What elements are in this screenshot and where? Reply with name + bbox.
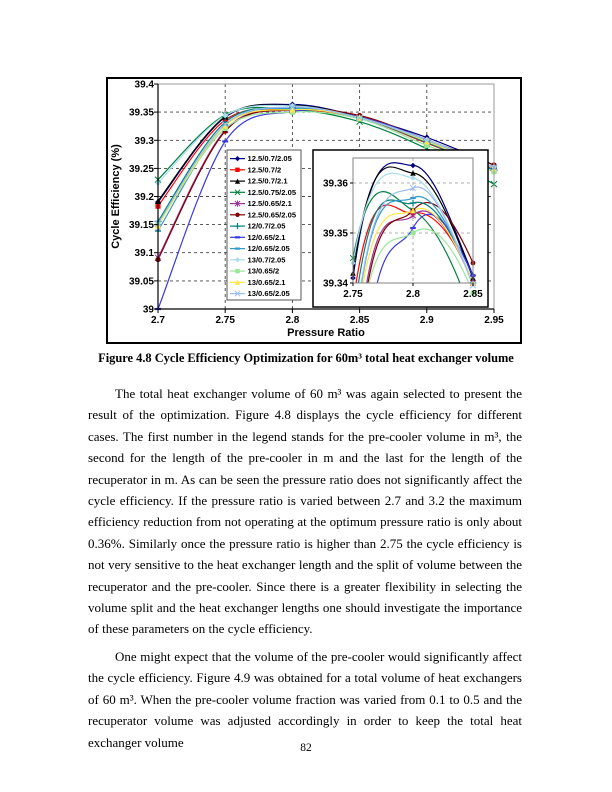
inset-y-tick-label: 39.34 — [322, 278, 348, 290]
x-tick-label: 2.8 — [285, 315, 300, 326]
page-number: 82 — [300, 742, 312, 754]
x-tick-label: 2.85 — [349, 315, 370, 326]
legend-label: 12/0.7/2.05 — [247, 221, 286, 231]
figure-caption: Figure 4.8 Cycle Efficiency Optimization for 60m³ total heat exchanger volume — [98, 351, 514, 365]
paragraph-1: The total heat exchanger volume of 60 m³ was again selected to present the result of the optimization. Figure 4.8 displays the cycle efficiency for different cases. The first number in the legend stands for the pre-cooler volume in m³, the second for the length of the pre-cooler in m and the last for the length of the recuperator in m. As can be seen the pressure ratio does not significantly affect the cycle efficiency. If the pressure ratio is varied between 2.7 and 3.2 the maximum efficiency reduction from not operating at the optimum pressure ratio is only about 0.36%. Similarly once the pressure ratio is higher than 2.75 the cycle efficiency is not very sensitive to the heat exchanger length and the split of volume between the recuperator and the pre-cooler. Since there is a greater flexibility in selecting the volume split and the heat exchanger lengths one should investigate the importance of these parameters on the cycle efficiency. — [88, 386, 522, 637]
y-axis-title: Cycle Efficiency (%) — [110, 144, 122, 249]
inset-y-tick-label: 39.36 — [322, 178, 348, 190]
dash-marker — [235, 248, 240, 250]
y-tick-label: 39.35 — [128, 107, 154, 119]
inset-chart — [293, 150, 520, 342]
dash-marker — [222, 140, 228, 142]
body-text — [88, 383, 522, 753]
figure-4-8 — [106, 77, 522, 344]
circle-marker — [235, 213, 239, 217]
cycle-efficiency-chart — [108, 79, 520, 342]
y-tick-label: 39.15 — [128, 220, 154, 232]
legend-label: 12.5/0.7/2.05 — [247, 154, 292, 164]
dash-marker — [235, 236, 240, 238]
legend-label: 12.5/0.7/2.1 — [247, 176, 288, 186]
y-tick-label: 39.25 — [128, 163, 154, 175]
x-tick-label: 2.9 — [419, 315, 434, 326]
legend-label: 13/0.65/2.1 — [247, 277, 286, 287]
square-marker — [235, 168, 239, 172]
legend-label: 12/0.65/2.05 — [247, 244, 290, 254]
y-tick-label: 39.05 — [128, 276, 154, 288]
x-tick-label: 2.95 — [484, 315, 504, 326]
square-marker — [411, 231, 416, 236]
legend-label: 12.5/0.65/2.1 — [247, 199, 292, 209]
square-marker — [235, 269, 239, 273]
legend-label: 13/0.65/2 — [247, 266, 280, 276]
legend-label: 13/0.65/2.05 — [247, 289, 290, 299]
dash-marker — [410, 227, 416, 229]
chart-legend — [227, 150, 301, 300]
legend-label: 12.5/0.75/2.05 — [247, 187, 297, 197]
legend-label: 13/0.7/2.05 — [247, 255, 286, 265]
legend-label: 12.5/0.65/2.05 — [247, 210, 297, 220]
paragraph-2: One might expect that the volume of the pre-cooler would significantly affect the cycle efficiency. Figure 4.9 was obtained for a total volume of heat exchangers of 60 m³. When the pre-cooler volume fraction was varied from 0.1 to 0.5 and the recuperator volume was adjusted accordingly in order to keep the total heat exchanger volume — [88, 648, 522, 750]
y-tick-label: 39.3 — [134, 135, 154, 147]
inset-x-tick-label: 2.85 — [463, 289, 483, 300]
x-axis-title: Pressure Ratio — [287, 327, 365, 339]
inset-x-tick-label: 2.75 — [343, 289, 363, 300]
y-tick-label: 39.2 — [134, 192, 154, 203]
y-tick-label: 39 — [142, 304, 154, 316]
x-tick-label: 2.75 — [215, 315, 235, 326]
legend-label: 12/0.65/2.1 — [247, 232, 286, 242]
dash-marker — [410, 197, 416, 199]
inset-y-tick-label: 39.35 — [322, 228, 348, 240]
y-tick-label: 39.4 — [134, 79, 154, 91]
y-tick-label: 39.1 — [134, 248, 154, 260]
inset-x-tick-label: 2.8 — [406, 289, 420, 300]
x-tick-label: 2.7 — [151, 315, 165, 326]
legend-label: 12.5/0.7/2 — [247, 165, 282, 175]
